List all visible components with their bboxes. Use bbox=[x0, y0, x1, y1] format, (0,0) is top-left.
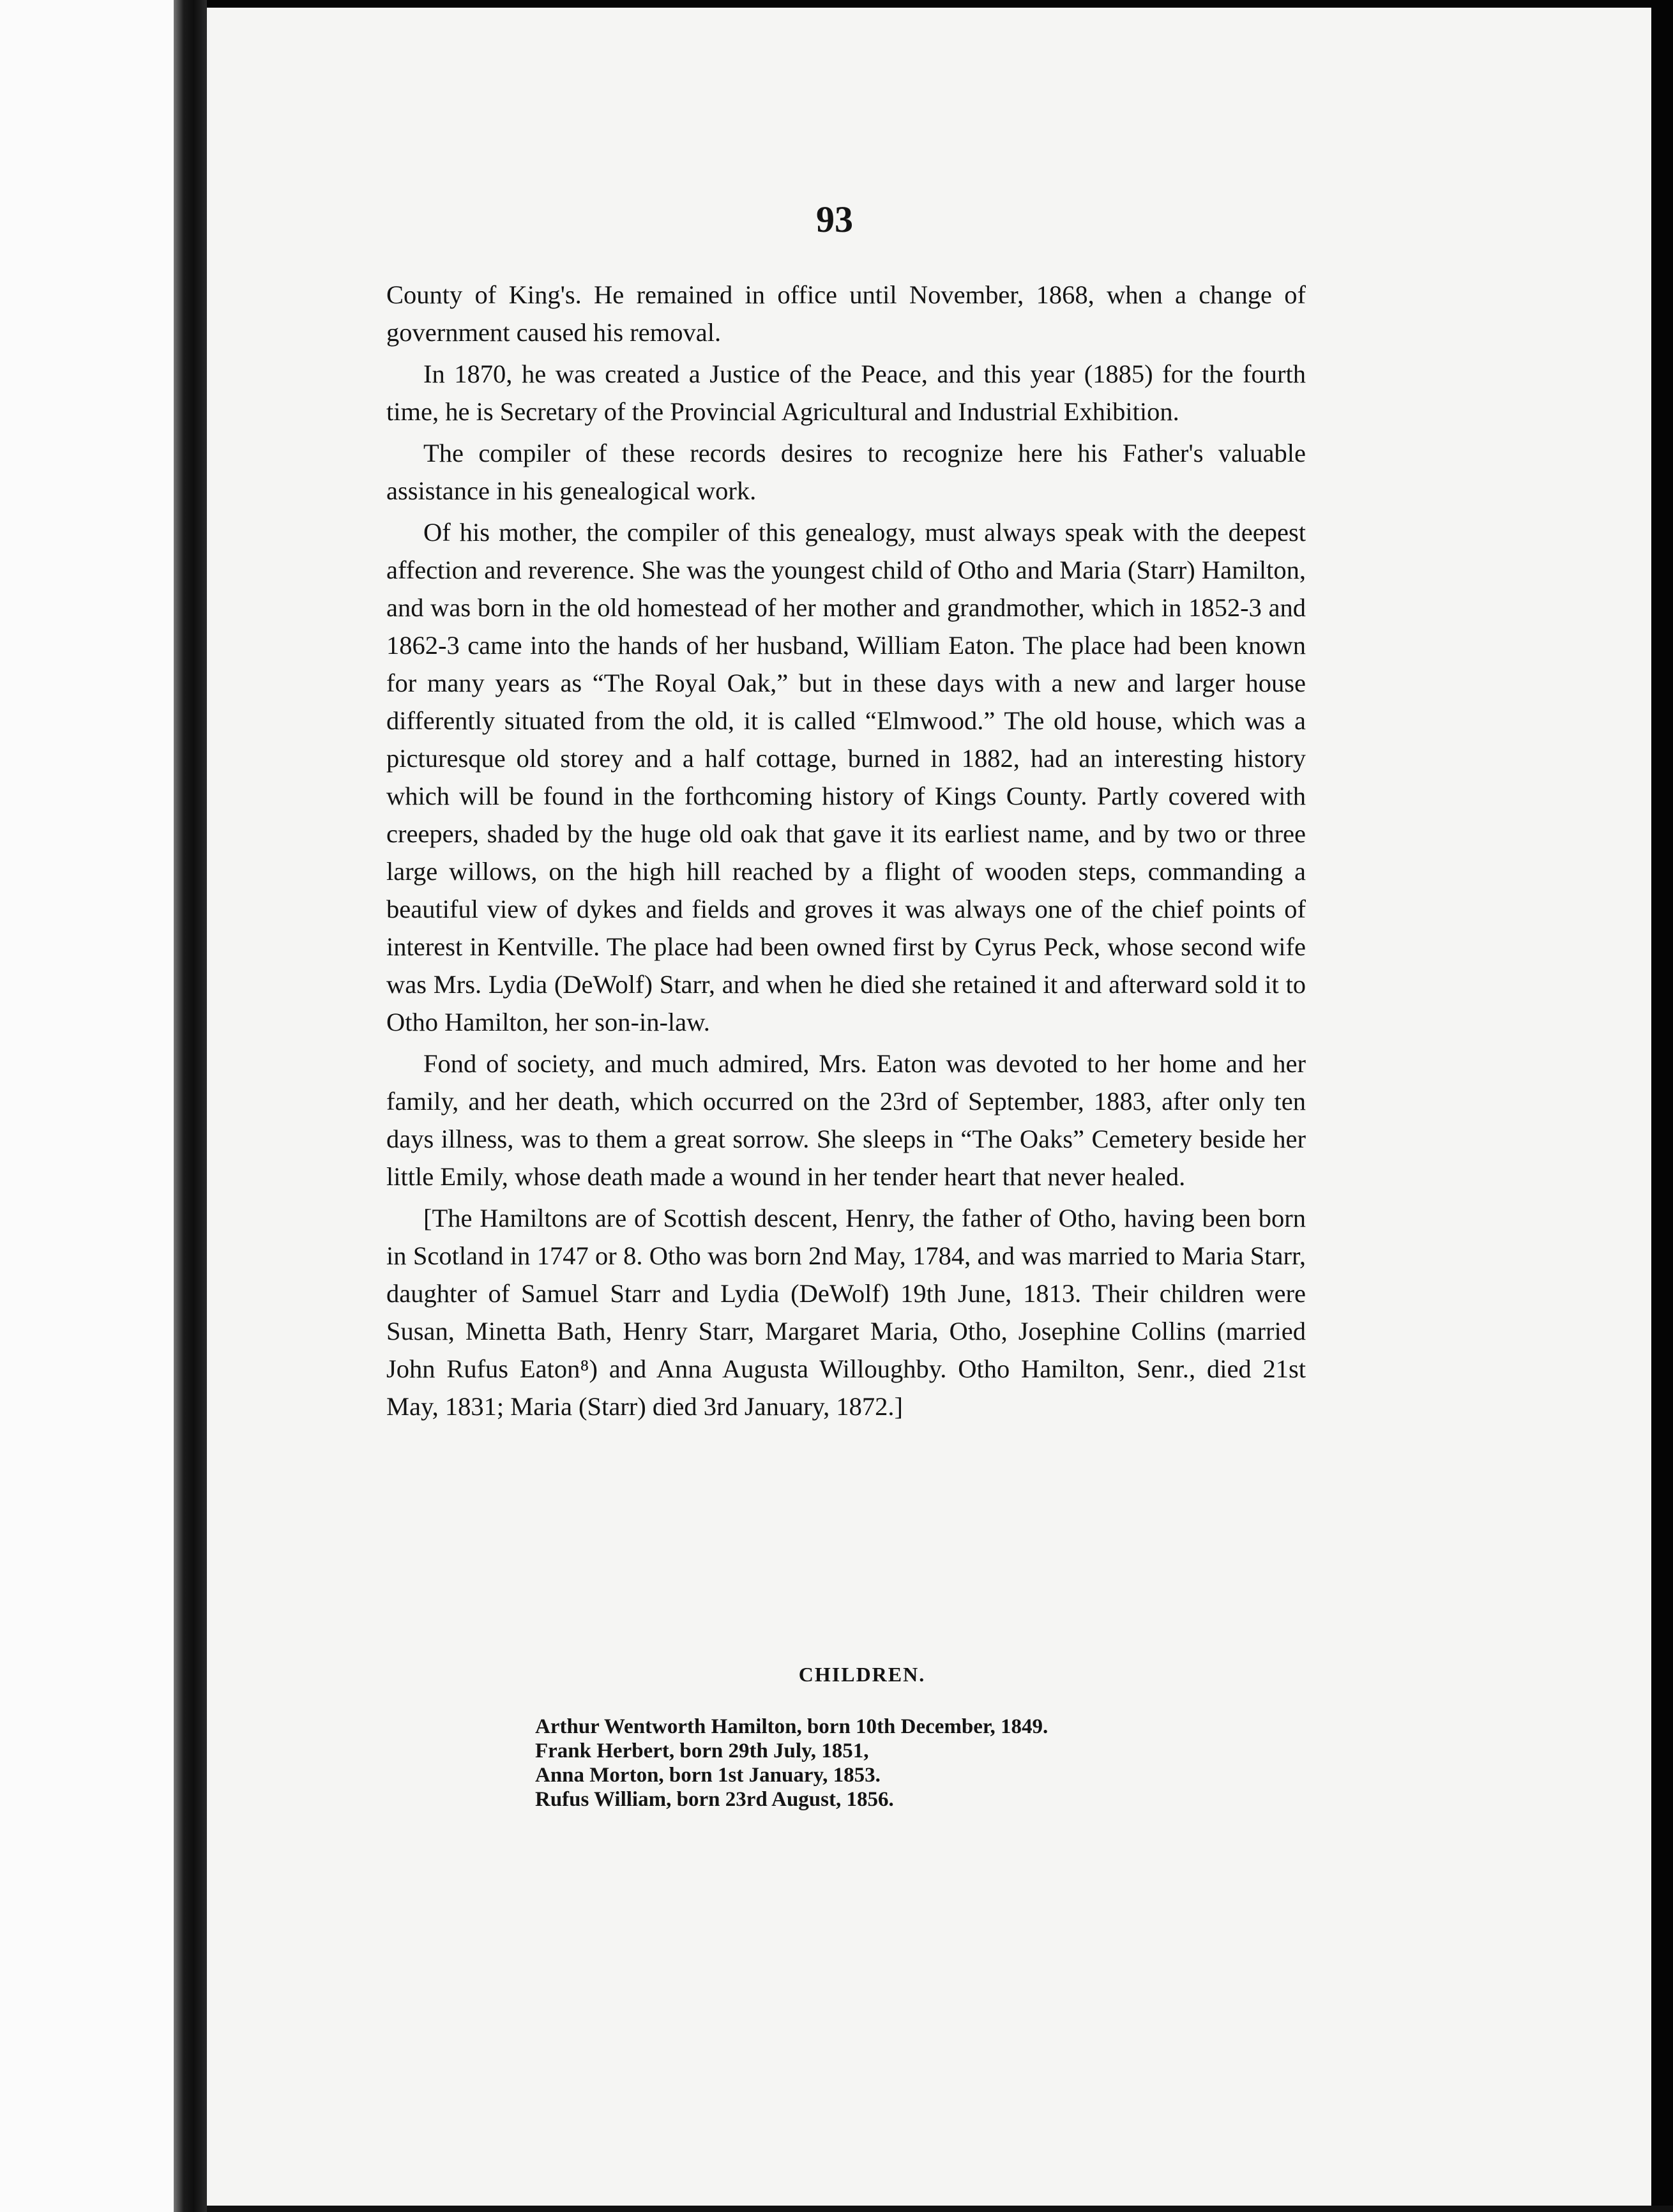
child-entry: Frank Herbert, born 29th July, 1851, bbox=[535, 1739, 869, 1762]
scan-border-right bbox=[1651, 0, 1673, 2212]
scan-border-bottom bbox=[207, 2206, 1673, 2212]
child-entry: Arthur Wentworth Hamilton, born 10th December, 1849. bbox=[535, 1715, 1048, 1738]
child-entry: Rufus William, born 23rd August, 1856. bbox=[535, 1788, 894, 1811]
body-text bbox=[386, 276, 1306, 1429]
children-list bbox=[535, 1715, 1365, 1812]
page-number: 93 bbox=[816, 199, 853, 240]
paragraph: Of his mother, the compiler of this genealogy, must always speak with the deepest affection and reverence. She was the youngest child of Otho and Maria (Starr) Hamilton, and was born in the old homestead of her mother and grandmother, which in 1852-3 and 1862-3 came into the hands of her husband, William Eaton. The place had been known for many years as “The Royal Oak,” but in these days with a new and larger house differently situated from the old, it is called “Elmwood.” The old house, which was a picturesque old storey and a half cottage, burned in 1882, had an interesting history which will be found in the forthcoming history of Kings County. Partly covered with creepers, shaded by the huge old oak that gave it its earliest name, and by two or three large willows, on the high hill reached by a flight of wooden steps, commanding a beautiful view of dykes and fields and groves it was always one of the chief points of interest in Kentville. The place had been owned first by Cyrus Peck, whose second wife was Mrs. Lydia (DeWolf) Starr, and when he died she retained it and afterward sold it to Otho Hamilton, her son-in-law. bbox=[386, 518, 1306, 1036]
paragraph: [The Hamiltons are of Scottish descent, Henry, the father of Otho, having been born in Scotland in 1747 or 8. Otho was born 2nd May, 1784, and was married to Maria Starr, daughter of Samuel Starr and Lydia (DeWolf) 19th June, 1813. Their children were Susan, Minetta Bath, Henry Starr, Margaret Maria, Otho, Josephine Collins (married John Rufus Eaton⁸) and Anna Augusta Willoughby. Otho Hamilton, Senr., died 21st May, 1831; Maria (Starr) died 3rd January, 1872.] bbox=[386, 1204, 1306, 1421]
scan-border-top bbox=[207, 0, 1673, 8]
paragraph: County of King's. He remained in office until November, 1868, when a change of government caused his removal. bbox=[386, 280, 1306, 347]
paragraph: Fond of society, and much admired, Mrs. Eaton was devoted to her home and her family, and her death, which occurred on the 23rd of September, 1883, after only ten days illness, was to them a great sorrow. She sleeps in “The Oaks” Cemetery beside her little Emily, whose death made a wound in her tender heart that never healed. bbox=[386, 1049, 1306, 1191]
children-heading: CHILDREN. bbox=[798, 1663, 926, 1686]
child-entry: Anna Morton, born 1st January, 1853. bbox=[535, 1764, 881, 1787]
book-gutter bbox=[174, 0, 207, 2212]
facing-page bbox=[0, 0, 174, 2212]
paragraph: In 1870, he was created a Justice of the Peace, and this year (1885) for the fourth time, he is Secretary of the Provincial Agricultural and Industrial Exhibition. bbox=[386, 360, 1306, 426]
paragraph: The compiler of these records desires to recognize here his Father's valuable assistance in his genealogical work. bbox=[386, 439, 1306, 505]
